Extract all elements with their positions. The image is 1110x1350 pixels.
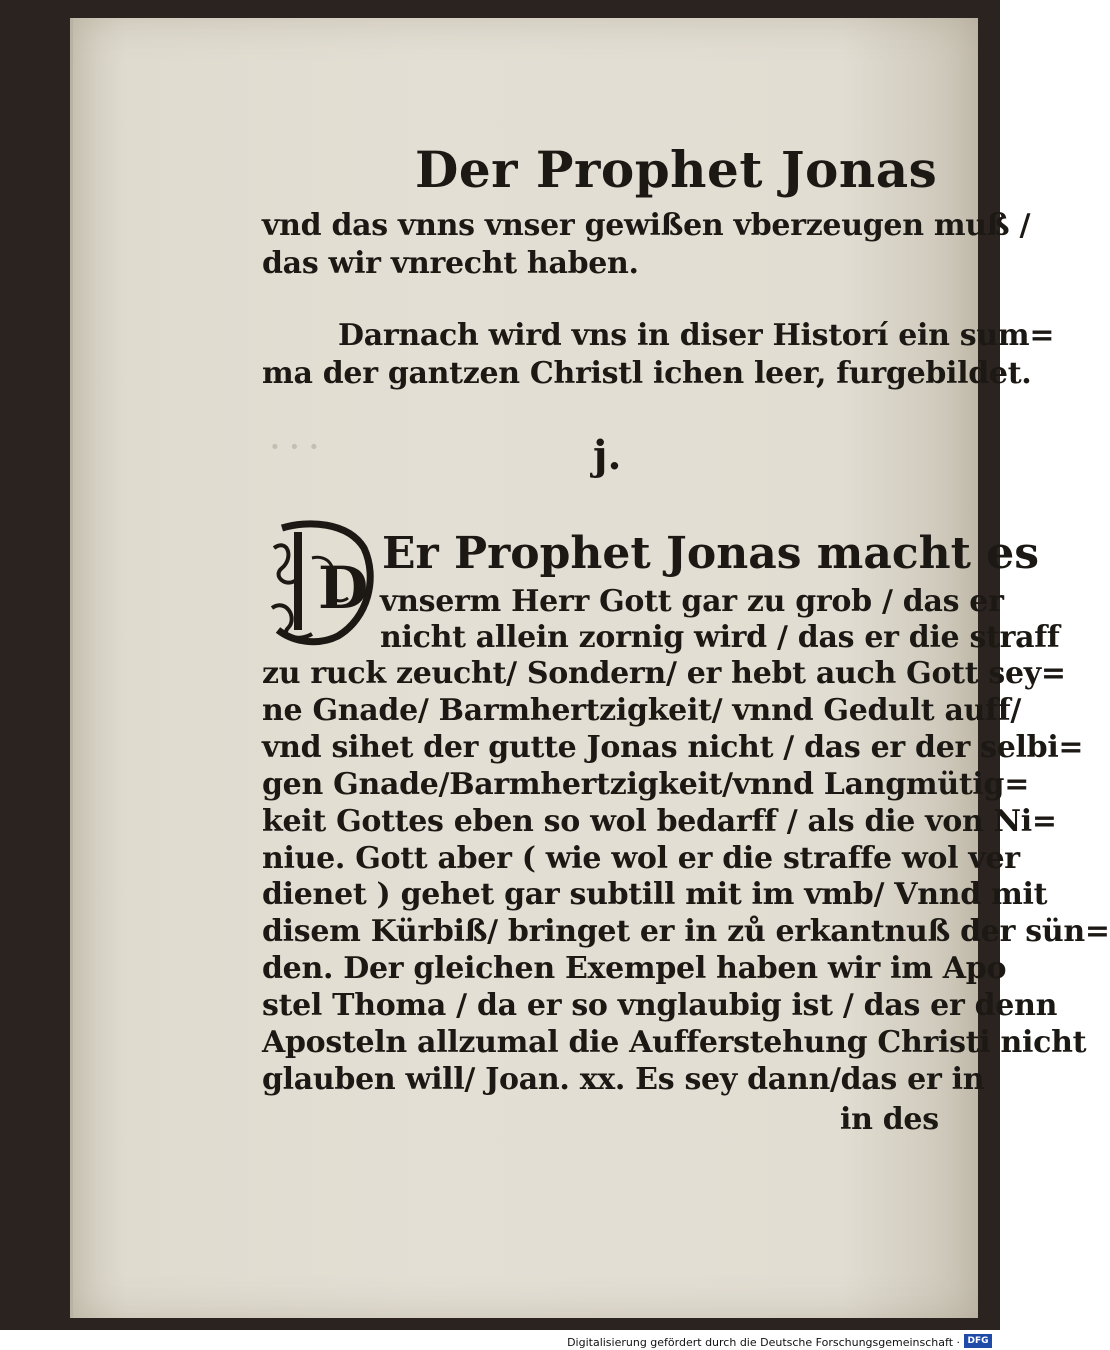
intro-line-1: vnd das vnns vnser gewißen vberzeugen muß / [262,208,1031,243]
body-line-11: den. Der gleichen Exempel haben wir im Apo [262,951,1007,986]
body-line-12: stel Thoma / da er so vnglaubig ist / das er denn [262,988,1058,1023]
body-line-4: ne Gnade/ Barmhertzigkeit/ vnnd Gedult auff/ [262,693,1022,728]
paragraph-2-line-1: Darnach wird vns in diser Historí ein sum= [338,318,1055,353]
paragraph-2-line-2: ma der gantzen Christl ichen leer, furgebildet. [262,356,1032,391]
dfg-logo-icon: DFG [964,1334,992,1348]
running-head: Der Prophet Jonas [415,140,938,199]
body-line-3: zu ruck zeucht/ Sondern/ er hebt auch Gott sey= [262,656,1066,691]
section-marker: j. [593,432,622,479]
show-through-text: · · · [270,430,319,463]
body-line-10: disem Kürbiß/ bringet er in zů erkantnuß der sün= [262,914,1110,949]
body-line-2: nicht allein zornig wird / das er die straff [380,620,1060,655]
body-line-13: Aposteln allzumal die Aufferstehung Christi nicht [262,1025,1087,1060]
catchword: in des [840,1102,939,1137]
body-line-7: keit Gottes eben so wol bedarff / als die von Ni= [262,804,1057,839]
body-line-1: vnserm Herr Gott gar zu grob / das er [380,584,1004,619]
body-line-6: gen Gnade/Barmhertzigkeit/vnnd Langmütig= [262,767,1030,802]
body-line-9: dienet ) gehet gar subtill mit im vmb/ Vnnd mit [262,877,1048,912]
footer-credit: Digitalisierung gefördert durch die Deutsche Forschungsgemeinschaft · [567,1336,960,1349]
body-line-8: niue. Gott aber ( wie wol er die straffe wol ver [262,841,1020,876]
body-first-line: Er Prophet Jonas macht es [382,528,1040,579]
intro-line-2: das wir vnrecht haben. [262,246,639,281]
body-line-14: glauben will/ Joan. xx. Es sey dann/das er in [262,1062,985,1097]
decorated-initial-icon [268,518,378,646]
body-line-5: vnd sihet der gutte Jonas nicht / das er der selbi= [262,730,1084,765]
initial-letter: D [318,554,369,622]
